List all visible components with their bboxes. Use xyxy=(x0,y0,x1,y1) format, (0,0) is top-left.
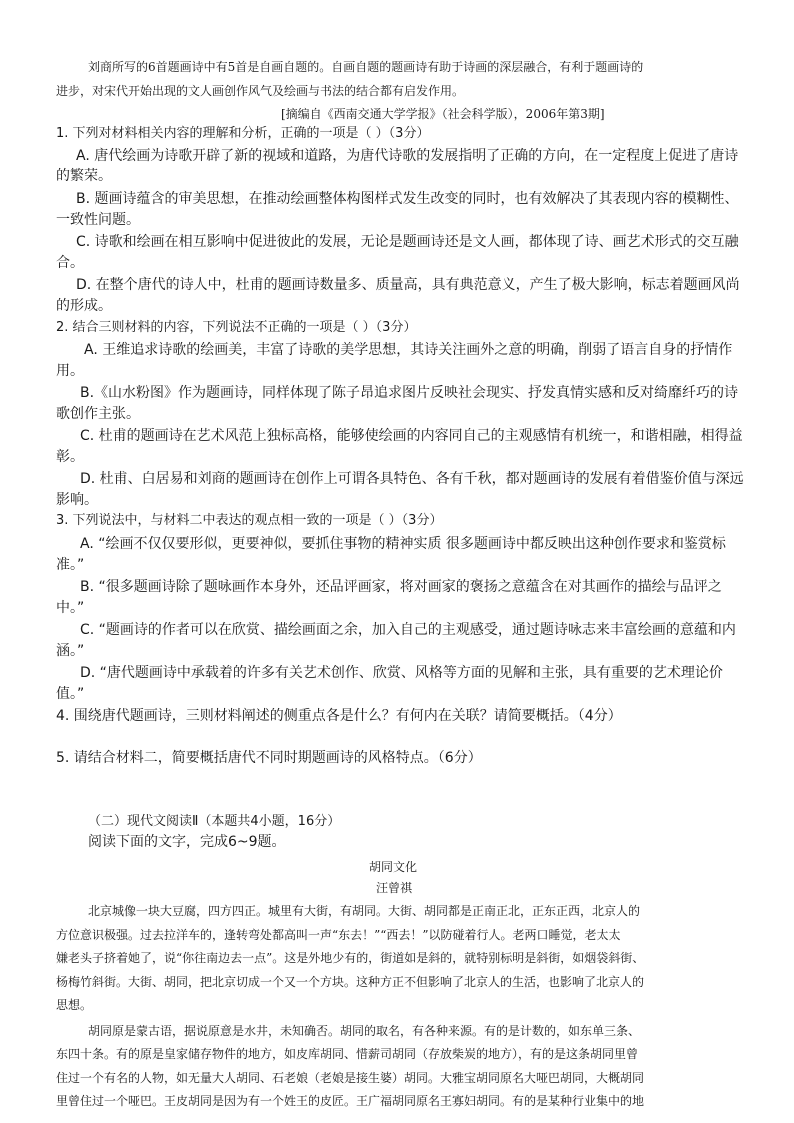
question-3-option-d-cont: 值。” xyxy=(56,686,85,702)
question-2-option-c: C. 杜甫的题画诗在艺术风范上独标高格，能够使绘画的内容同自己的主观感情有机统一，和谐相融，相得益 xyxy=(80,428,743,444)
passage-author: 汪曾祺 xyxy=(376,881,413,895)
passage-p1-line-4: 杨梅竹斜街。大街、胡同，把北京切成一个又一个方块。这种方正不但影响了北京人的生活，也影响了北京人的 xyxy=(56,975,645,989)
passage-p1-line-3: 嫌老头子挤着她了，说“你往南边去一点”。这是外地少有的，街道如是斜的，就特别标明是斜街，如烟袋斜街、 xyxy=(56,951,645,965)
question-1-stem: 1. 下列对材料相关内容的理解和分析，正确的一项是（ ）（3分） xyxy=(56,126,430,141)
question-3-option-a: A. “绘画不仅仅要形似，更要神似，要抓住事物的精神实质 很多题画诗中都反映出这种创作要求和鉴赏标 xyxy=(80,536,726,552)
question-4: 4. 围绕唐代题画诗，三则材料阐述的侧重点各是什么？有何内在关联？请简要概括。（4分） xyxy=(56,708,622,724)
question-3-option-a-cont: 准。” xyxy=(56,557,85,573)
question-2-option-a: A. 王维追求诗歌的绘画美，丰富了诗歌的美学思想，其诗关注画外之意的明确，削弱了语言自身的抒情作 xyxy=(84,342,733,358)
question-3-option-c: C. “题画诗的作者可以在欣赏、描绘画面之余，加入自己的主观感受，通过题诗咏志来丰富绘画的意蕴和内 xyxy=(80,622,736,638)
question-1-option-c: C. 诗歌和绘画在相互影响中促进彼此的发展，无论是题画诗还是文人画，都体现了诗、画艺术形式的交互融 xyxy=(76,234,739,250)
question-2-stem: 2. 结合三则材料的内容，下列说法不正确的一项是（ ）（3分） xyxy=(56,320,417,335)
source-citation: [摘编自《西南交通大学学报》（社会科学版），2006年第3期] xyxy=(281,107,605,121)
question-1-option-d-cont: 的形成。 xyxy=(56,298,112,314)
passage-p1-line-2: 方位意识极强。过去拉洋车的，逢转弯处都高叫一声“东去！”“西去！”以防碰着行人。老两口睡觉，老太太 xyxy=(56,928,621,942)
question-3-option-d: D. “唐代题画诗中承载着的许多有关艺术创作、欣赏、风格等方面的见解和主张，具有重要的艺术理论价 xyxy=(80,665,723,681)
intro-line-2: 进步，对宋代开始出现的文人画创作风气及绘画与书法的结合都有启发作用。 xyxy=(56,84,465,98)
question-3-option-b: B. “很多题画诗除了题咏画作本身外，还品评画家，将对画家的褒扬之意蕴含在对其画作的描绘与品评之 xyxy=(80,579,722,595)
question-2-option-b-cont: 歌创作主张。 xyxy=(56,406,140,422)
passage-p2-line-1: 胡同原是蒙古语，据说原意是水井，未知确否。胡同的取名，有各种来源。有的是计数的，如东单三条、 xyxy=(88,1024,641,1038)
question-2-option-d-cont: 影响。 xyxy=(56,492,98,508)
question-2-option-c-cont: 彰。 xyxy=(56,449,84,465)
question-1-option-a-cont: 的繁荣。 xyxy=(56,168,112,184)
question-3-option-c-cont: 涵。” xyxy=(56,643,85,659)
question-1-option-a: A. 唐代绘画为诗歌开辟了新的视域和道路，为唐代诗歌的发展指明了正确的方向，在一定程度上促进了唐诗 xyxy=(76,148,739,164)
passage-p2-line-4: 里曾住过一个哑巴。王皮胡同是因为有一个姓王的皮匠。王广福胡同原名王寡妇胡同。有的是某种行业集中的地 xyxy=(56,1094,645,1108)
intro-line-1: 刘商所写的6首题画诗中有5首是自画自题的。自画自题的题画诗有助于诗画的深层融合，有利于题画诗的 xyxy=(88,60,644,74)
question-1-option-b-cont: 一致性问题。 xyxy=(56,212,140,228)
section-heading: （二）现代文阅读Ⅱ（本题共4小题，16分） xyxy=(88,814,341,829)
question-2-option-d: D. 杜甫、白居易和刘商的题画诗在创作上可谓各具特色、各有千秋，都对题画诗的发展有着借鉴价值与深远 xyxy=(80,471,744,487)
passage-p1-line-5: 思想。 xyxy=(56,998,93,1012)
passage-p2-line-3: 住过一个有名的人物，如无量大人胡同、石老娘（老娘是接生婆）胡同。大雅宝胡同原名大哑巴胡同，大概胡同 xyxy=(56,1071,645,1085)
question-1-option-c-cont: 合。 xyxy=(56,255,84,271)
question-2-option-b: B.《山水粉图》作为题画诗，同样体现了陈子昂追求图片反映社会现实、抒发真情实感和反对绮靡纤巧的诗 xyxy=(80,385,739,401)
question-3-stem: 3. 下列说法中，与材料二中表达的观点相一致的一项是（ ）（3分） xyxy=(56,513,443,528)
question-2-option-a-cont: 用。 xyxy=(56,363,84,379)
passage-p2-line-2: 东四十条。有的原是皇家储存物件的地方，如皮库胡同、惜薪司胡同（存放柴炭的地方），有的是这条胡同里曾 xyxy=(56,1047,639,1061)
question-5: 5. 请结合材料二，简要概括唐代不同时期题画诗的风格特点。（6分） xyxy=(56,750,482,766)
passage-p1-line-1: 北京城像一块大豆腐，四方四正。城里有大街，有胡同。大街、胡同都是正南正北，正东正西，北京人的 xyxy=(88,904,641,918)
section-instruction: 阅读下面的文字，完成6~9题。 xyxy=(88,834,286,850)
question-1-option-d: D. 在整个唐代的诗人中，杜甫的题画诗数量多、质量高，具有典范意义，产生了极大影响，标志着题画风尚 xyxy=(76,277,740,293)
question-3-option-b-cont: 中。” xyxy=(56,600,85,616)
passage-title: 胡同文化 xyxy=(369,860,418,874)
question-1-option-b: B. 题画诗蕴含的审美思想，在推动绘画整体构图样式发生改变的同时，也有效解决了其表现内容的模糊性、 xyxy=(76,191,739,207)
